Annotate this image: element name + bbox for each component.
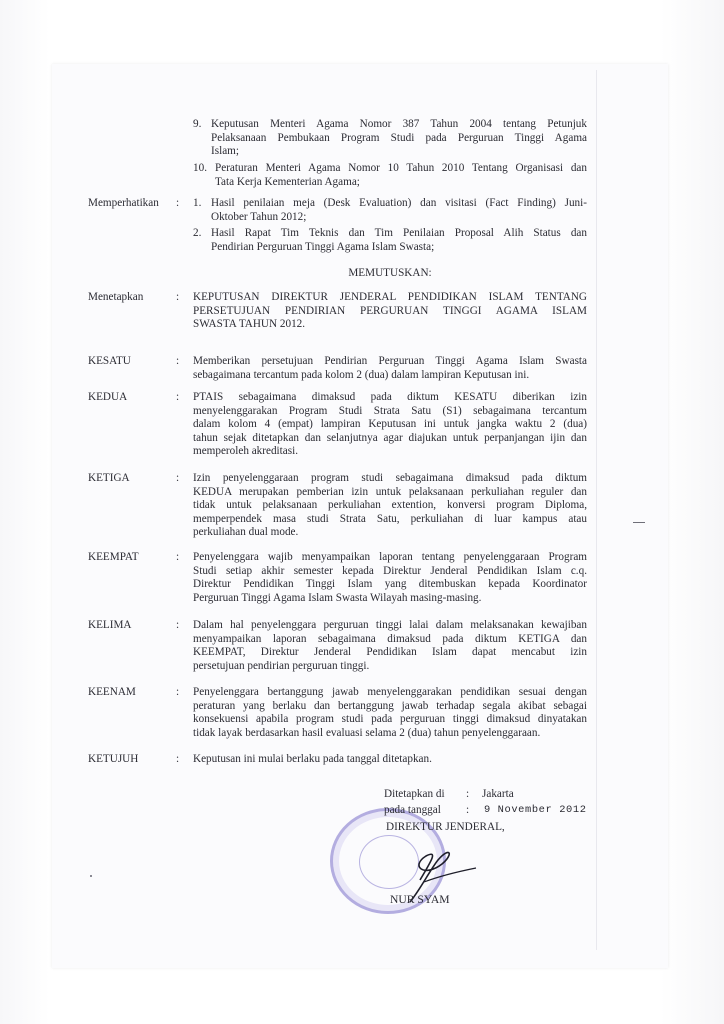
text-line: Pelaksanaan Pembukaan Program Studi pada Perguruan Tinggi Agama (211, 131, 587, 144)
text-line: PTAIS sebagaimana dimaksud pada diktum KESATU diberikan izin (193, 391, 587, 403)
label-colon: : (176, 753, 180, 765)
text-line: tidak untuk pelaksanaan perkuliahan extention, konversi program Diploma, (193, 499, 587, 512)
text-line: konsekuensi apabila program studi pada perguruan tinggi dimaksud dinyatakan (193, 713, 587, 726)
text-line: perkuliahan dual mode. (193, 526, 299, 539)
text-line: persetujuan pendirian perguruan tinggi. (193, 659, 370, 672)
text-line: Hasil Rapat Tim Teknis dan Tim Penilaian Proposal Alih Status dan (211, 227, 587, 239)
section-label-ketiga: KETIGA (88, 472, 130, 484)
text-line: memperoleh akreditasi. (193, 445, 298, 458)
label-colon: : (466, 788, 470, 800)
label-colon: : (176, 619, 180, 631)
label-colon: : (176, 686, 180, 698)
place-label: Ditetapkan di (384, 788, 445, 800)
text-line: SWASTA TAHUN 2012. (193, 318, 306, 331)
text-line: Memberikan persetujuan Pendirian Perguruan Tinggi Agama Islam Swasta (193, 355, 587, 367)
text-line: PERSETUJUAN PENDIRIAN PERGURUAN TINGGI AGAMA ISLAM (193, 304, 587, 317)
text-line: Izin penyelenggaraan program studi sebagaimana dimaksud pada diktum (193, 472, 587, 484)
text-line: sebagaimana tercantum pada kolom 2 (dua) dalam lampiran Keputusan ini. (193, 368, 530, 381)
section-text-kelima (193, 619, 587, 673)
section-label-ketujuh: KETUJUH (88, 753, 139, 765)
text-line: Direktur Pendidikan Tinggi Islam yang ditembuskan kepada Koordinator (193, 578, 587, 591)
date-value: 9 November 2012 (484, 804, 587, 816)
item-number: 2. (193, 227, 202, 239)
text-line: Tata Kerja Kementerian Agama; (215, 175, 360, 188)
text-line: tahun sejak ditetapkan dan selanjutnya agar diajukan untuk perpanjangan ijin dan (193, 431, 587, 444)
item-text (211, 227, 587, 254)
scan-speck (90, 875, 92, 877)
text-line: KEPUTUSAN DIREKTUR JENDERAL PENDIDIKAN ISLAM TENTANG (193, 291, 587, 303)
text-line: Keputusan ini mulai berlaku pada tanggal ditetapkan. (193, 753, 432, 765)
section-text-ketujuh (193, 753, 587, 767)
section-text-ketiga (193, 472, 587, 540)
label-colon: : (176, 472, 180, 484)
text-line: KEDUA merupakan pemberian izin untuk pelaksanaan perkuliahan reguler dan (193, 485, 587, 498)
decision-heading: MEMUTUSKAN: (348, 267, 432, 279)
text-line: Dalam hal penyelenggara perguruan tinggi lalai dalam melaksanakan kewajiban (193, 619, 587, 631)
text-run: Hasil penilaian meja (Desk Evaluation) dan visitasi (Fact Finding) Juni- (211, 197, 587, 209)
item-number: 1. (193, 197, 202, 209)
signatory-name: NUR SYAM (390, 893, 450, 906)
section-label-kesatu: KESATU (88, 355, 131, 367)
text-line: memperpendek masa studi Strata Satu, perkuliahan di luar kampus atau (193, 512, 587, 525)
section-label-memperhatikan: Memperhatikan (88, 197, 159, 209)
margin-mark (633, 522, 645, 523)
section-text-keenam (193, 686, 587, 740)
section-text-kesatu (193, 355, 587, 382)
section-label-menetapkan: Menetapkan (88, 291, 144, 303)
text-line: Penyelenggara wajib menyampaikan laporan tentang penyelenggaraan Program (193, 551, 587, 563)
item-text (211, 118, 587, 159)
label-colon: : (176, 355, 180, 367)
section-label-keenam: KEENAM (88, 686, 136, 698)
text-line: Oktober Tahun 2012; (211, 210, 307, 223)
label-colon: : (176, 391, 180, 403)
item-text (211, 197, 587, 224)
text-line: Peraturan Menteri Agama Nomor 10 Tahun 2010 Tentang Organisasi dan (215, 162, 587, 174)
item-number: 9. (193, 118, 202, 130)
text-line: Islam; (211, 145, 239, 158)
text-line: Penyelenggara bertanggung jawab menyelenggarakan pendidikan sesuai dengan (193, 686, 587, 698)
label-colon: : (176, 291, 180, 303)
text-line: Pendirian Perguruan Tinggi Agama Islam Swasta; (211, 240, 435, 253)
text-line: menyampaikan laporan sebagaimana dimaksud pada diktum KETIGA dan (193, 632, 587, 645)
date-label: pada tanggal (384, 804, 441, 816)
text-line: peraturan yang berlaku dan bertanggung jawab terhadap segala akibat sebagai (193, 699, 587, 712)
section-label-keempat: KEEMPAT (88, 551, 139, 563)
page-fold-line (596, 70, 597, 950)
text-line: menyelenggarakan Program Studi Strata Satu (S1) sebagaimana tercantum (193, 404, 587, 417)
text-line: dalam kolom 4 (empat) lampiran Keputusan ini untuk jangka waktu 2 (dua) (193, 418, 587, 431)
text-line: Perguruan Tinggi Agama Islam Swasta Wilayah masing-masing. (193, 591, 482, 604)
signatory-title: DIREKTUR JENDERAL, (386, 821, 505, 833)
label-colon: : (466, 804, 470, 816)
section-text-kedua (193, 391, 587, 459)
text-line (211, 197, 587, 211)
label-colon: : (176, 197, 180, 209)
section-text-menetapkan (193, 291, 587, 332)
text-line: Studi setiap akhir semester kepada Direktur Jenderal Pendidikan Islam c.q. (193, 564, 587, 577)
section-label-kedua: KEDUA (88, 391, 128, 403)
text-line: Keputusan Menteri Agama Nomor 387 Tahun 2004 tentang Petunjuk (211, 118, 587, 130)
text-line: tidak layak berdasarkan hasil evaluasi selama 2 (dua) tahun penyelenggaraan. (193, 726, 541, 739)
section-text-keempat (193, 551, 587, 605)
text-line: KEEMPAT, Direktur Jenderal Pendidikan Islam dapat mencabut izin (193, 646, 587, 659)
label-colon: : (176, 551, 180, 563)
item-text (215, 162, 587, 189)
item-number: 10. (193, 162, 207, 174)
place-value: Jakarta (482, 788, 514, 800)
section-label-kelima: KELIMA (88, 619, 132, 631)
